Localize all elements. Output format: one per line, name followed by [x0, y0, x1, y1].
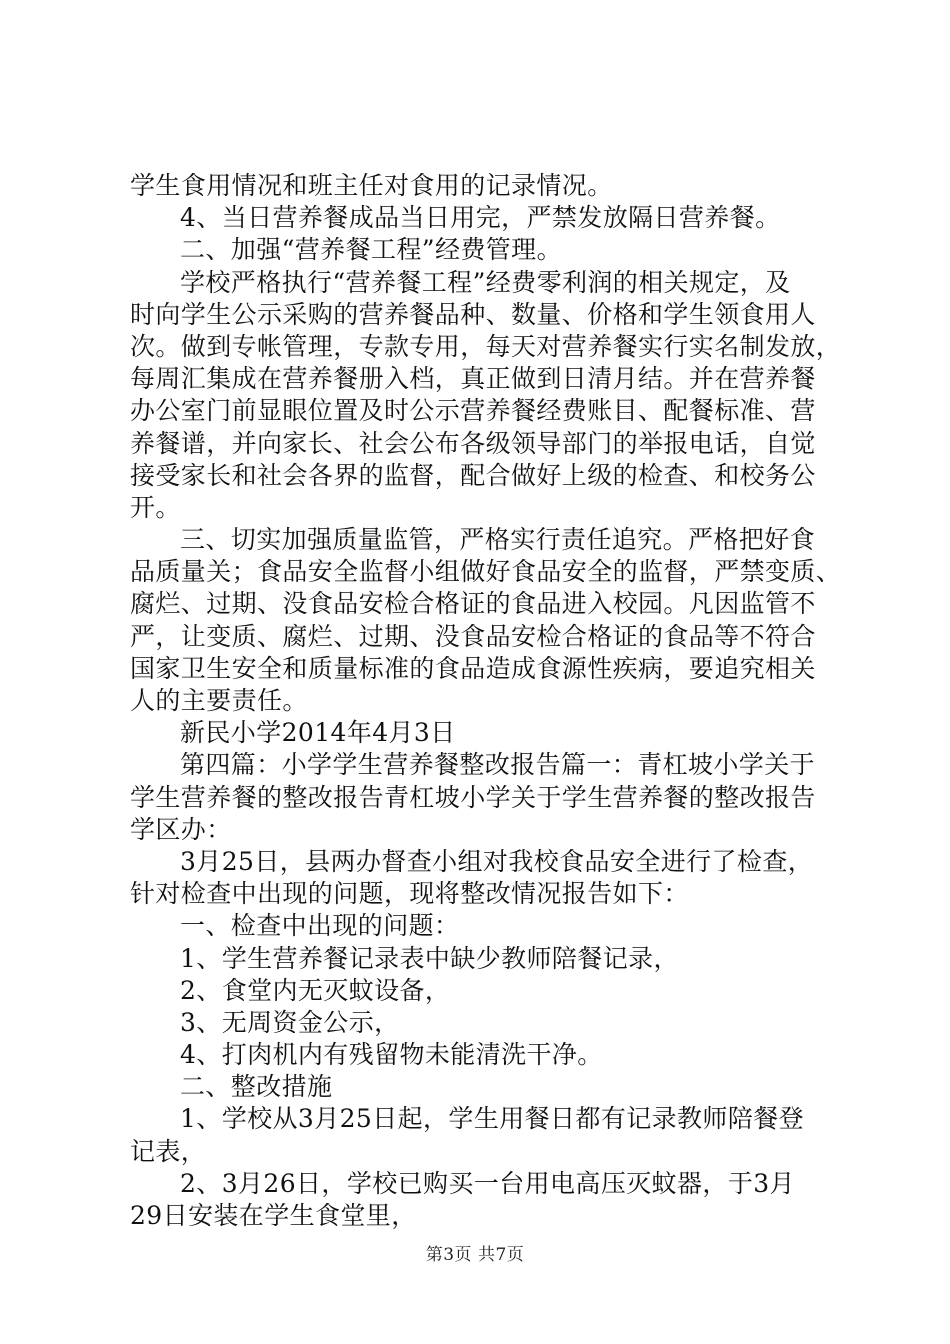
list-item: 1、学生营养餐记录表中缺少教师陪餐记录， — [180, 943, 679, 973]
text-line: 人的主要责任。 — [130, 686, 308, 715]
section-heading: 三、切实加强质量监管，严格实行责任追究。严格把好食 — [180, 525, 816, 555]
text-line: 开。 — [130, 492, 181, 522]
list-item: 3、无周资金公示， — [180, 1007, 400, 1037]
page-number-footer: 第3页 共7页 — [425, 1245, 525, 1265]
text-line: 时向学生公示采购的营养餐品种、数量、价格和学生领食用人 — [130, 299, 816, 329]
text-line: 4、当日营养餐成品当日用完，严禁发放隔日营养餐。 — [180, 203, 781, 233]
addressee-line: 学区办： — [130, 814, 232, 844]
text-line: 学生营养餐的整改报告青杠坡小学关于学生营养餐的整改报告 — [130, 782, 816, 812]
text-line: 学生食用情况和班主任对食用的记录情况。 — [130, 171, 613, 200]
text-line: 国家卫生安全和质量标准的食品造成食源性疾病，要追究相关 — [130, 653, 816, 683]
section-heading: 一、检查中出现的问题： — [180, 911, 460, 941]
text-line: 品质量关；食品安全监督小组做好食品安全的监督，严禁变质、 — [130, 557, 842, 587]
text-line: 办公室门前显眼位置及时公示营养餐经费账目、配餐标准、营 — [130, 396, 816, 426]
text-line: 3月25日，县两办督查小组对我校食品安全进行了检查， — [180, 846, 814, 876]
chapter-title: 第四篇：小学学生营养餐整改报告篇一：青杠坡小学关于 — [180, 750, 816, 780]
list-item: 1、学校从3月25日起，学生用餐日都有记录教师陪餐登 — [180, 1104, 805, 1134]
text-line: 严，让变质、腐烂、过期、没食品安检合格证的食品等不符合 — [130, 621, 816, 651]
list-item: 2、3月26日，学校已购买一台用电高压灭蚊器，于3月 — [180, 1168, 795, 1198]
text-line: 29日安装在学生食堂里， — [130, 1201, 417, 1230]
text-line: 接受家长和社会各界的监督，配合做好上级的检查、和校务公 — [130, 460, 816, 490]
text-line: 养餐谱，并向家长、社会公布各级领导部门的举报电话，自觉 — [130, 428, 816, 458]
text-line: 腐烂、过期、没食品安检合格证的食品进入校园。凡因监管不 — [130, 589, 816, 619]
section-heading: 二、加强“营养餐工程”经费管理。 — [180, 235, 562, 265]
signature-line: 新民小学2014年4月3日 — [180, 718, 456, 748]
list-item: 4、打肉机内有残留物未能清洗干净。 — [180, 1040, 603, 1070]
text-line: 针对检查中出现的问题，现将整改情况报告如下： — [130, 879, 689, 909]
text-line: 次。做到专帐管理，专款专用，每天对营养餐实行实名制发放， — [130, 331, 842, 361]
text-line: 每周汇集成在营养餐册入档，真正做到日清月结。并在营养餐 — [130, 364, 816, 394]
document-body — [130, 170, 855, 1232]
text-line: 学校严格执行“营养餐工程”经费零利润的相关规定，及 — [180, 267, 791, 297]
section-heading: 二、整改措施 — [180, 1072, 333, 1102]
text-line: 记表， — [130, 1136, 207, 1166]
list-item: 2、食堂内无灭蚊设备， — [180, 975, 451, 1005]
